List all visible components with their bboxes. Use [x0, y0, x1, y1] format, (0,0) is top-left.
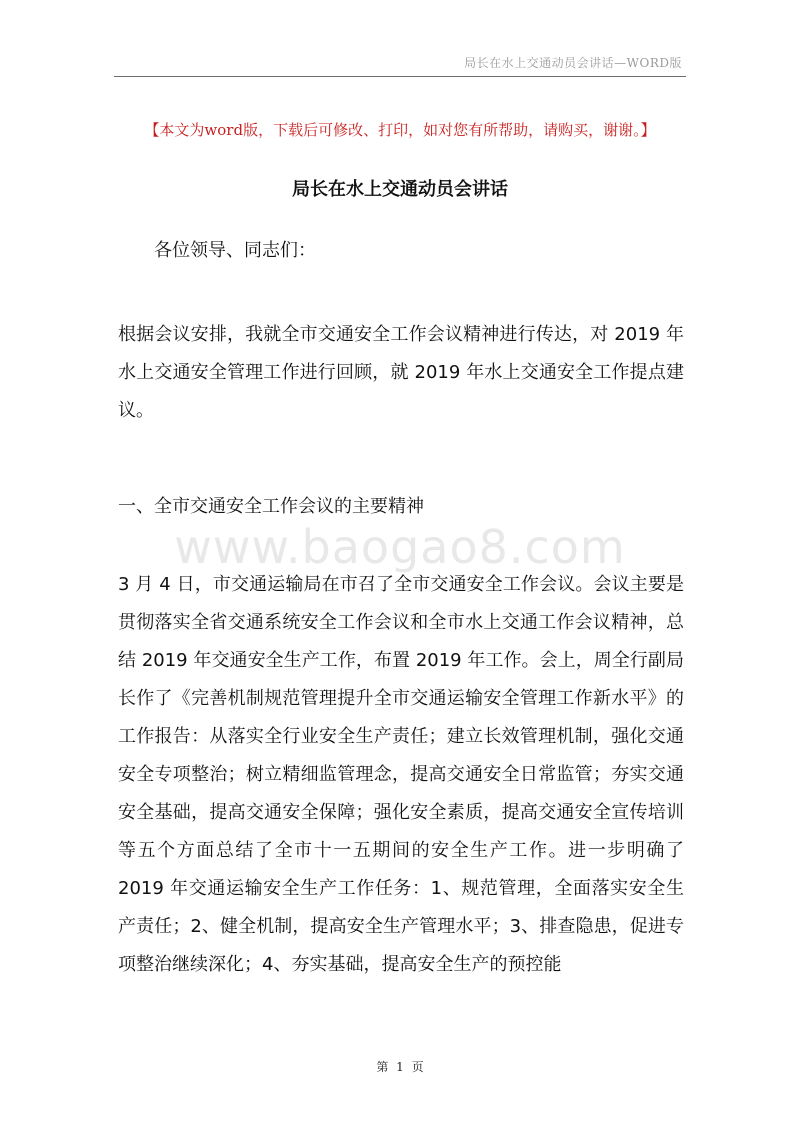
section-heading: 一、全市交通安全工作会议的主要精神	[118, 496, 424, 517]
page-number: 第 1 页	[376, 1060, 424, 1074]
running-header: 局长在水上交通动员会讲话—WORD版	[464, 56, 682, 70]
intro-paragraph: 根据会议安排，我就全市交通安全工作会议精神进行传达，对 2019 年水上交通安全管理工作进行回顾，就 2019 年水上交通安全工作提点建议。	[118, 324, 684, 421]
document-title: 局长在水上交通动员会讲话	[292, 179, 508, 200]
purchase-notice: 【本文为word版，下载后可修改、打印，如对您有所帮助，请购买，谢谢。】	[144, 121, 656, 139]
header-rule	[114, 76, 686, 77]
greeting: 各位领导、同志们：	[154, 240, 316, 261]
watermark: www.baogao8.com	[174, 520, 626, 574]
body-paragraph: 3 月 4 日，市交通运输局在市召了全市交通安全工作会议。会议主要是贯彻落实全省交通系统安全工作会议和全市水上交通工作会议精神，总结 2019 年交通安全生产工作，布置 2019 年工作。会上，周全行副局长作了《完善机制规范管理提升全市交通运输安全管理工作新水平》的工作报告：从落实全行业安全生产责任；建立长效管理机制，强化交通安全专项整治；树立精细监管理念，提高交通安全日常监管；夯实交通安全基础，提高交通安全保障；强化安全素质，提高交通安全宣传培训等五个方面总结了全市十一五期间的安全生产工作。进一步明确了 2019 年交通运输安全生产工作任务：1、规范管理，全面落实安全生产责任；2、健全机制，提高安全生产管理水平；3、排查隐患，促进专项整治继续深化；4、夯实基础，提高安全生产的预控能	[118, 574, 684, 975]
